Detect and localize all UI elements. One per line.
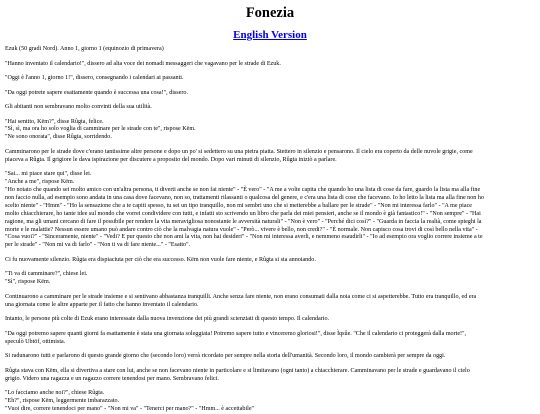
paragraph-line: Intanto, le persone più colte di Ezuk erano interessate dalla nuova invenzione dei più grandi scienziati di questo tempo. Il calendario.: [5, 316, 330, 323]
story-body: [5, 46, 535, 414]
paragraph-line: "Ti va di camminare?", chiese lei.: [5, 271, 88, 278]
paragraph-line: scelto niente" - "Hmm" - "Ho la sensazione che a te capiti spesso, tu sei un tipo tranquillo, non mi sembri uno che si metterebbe a ballare per le strade" - "Non mi interessa farlo" - "A me piace: [5, 202, 472, 209]
paragraph-line: piaceva a Rûgta. Il grigiore le dava ispirazione per discutere a proposito del mondo. Dopo vari minuti di silenzio, Rûgta iniziò a parlare.: [5, 156, 337, 163]
story-paragraph: [5, 61, 535, 69]
language-switch: [5, 28, 535, 42]
paragraph-line: Ci fu nuovamente silenzio. Rûgta era dispiaciuta per ciò che era successo. Këm non vuole fare niente, e Rûgta si sta annoiando.: [5, 256, 316, 263]
story-paragraph: [5, 331, 535, 347]
story-paragraph: [5, 368, 535, 384]
story-paragraph: [5, 316, 535, 324]
story-paragraph: [5, 104, 535, 112]
story-paragraph: [5, 90, 535, 98]
story-paragraph: [5, 149, 535, 165]
english-version-link[interactable]: English Version: [233, 29, 307, 41]
story-paragraph: [5, 271, 535, 287]
paragraph-line: molto chiacchierare, ho tante idee sul mondo che vorrei condividere con tutti, e infatti sto scrivendo un libro che parla dei miei pensieri, anche se il mondo è già fantastico!" - "Non sempre" - "Hai: [5, 210, 481, 217]
paragraph-line: Ezuk (50 gradi Nord). Anno 1, giorno 1 (equinozio di primavera): [5, 46, 164, 52]
paragraph-line: una giornata come le altre apparte per il fatto che hanno inventato il calendario.: [5, 301, 199, 308]
paragraph-line: Continuarono a camminare per le strade insieme e si sentivano abbastanza tranquilli. Anche senza fare niente, non erano consumati dalla noia come ci si aspetterebbe. Tutto era tranquillo, ed era: [5, 293, 477, 300]
paragraph-line: "Sì", rispose Këm.: [5, 279, 51, 286]
story-paragraph: [5, 294, 535, 310]
paragraph-line: "Anche a me", rispose Këm.: [5, 179, 75, 186]
paragraph-line: "Sai... mi piace stare qui", disse lei.: [5, 171, 92, 178]
paragraph-line: "Lo facciamo anche noi?", chiese Rûgta.: [5, 390, 105, 396]
paragraph-line: Camminarono per le strade dove c'erano tantissime altre persone e dopo un po' si sedettero su una pietra piatta. Stettero in silenzio e pensarono. Il cielo era coperto da delle nuvole grigie, come: [5, 148, 473, 155]
story-paragraph: [5, 353, 535, 361]
paragraph-line: "Da oggi potrete sapere esattamente quando è successa una cosa!", dissero.: [5, 89, 188, 96]
paragraph-line: non faccio nulla, ad esempio sono andata in una casa dove facevano, non so, trattamenti rilassanti o qualcosa del genere, e c'era una lista di cose che facevano. Io ho letto la lista ma alla fine non ho: [5, 194, 484, 201]
paragraph-line: speculò Ubtöf, ottimista.: [5, 338, 66, 345]
paragraph-line: "Da oggi potremo sapere quanti giorni fa esattamente è stata una giornata soleggiata! Potremo sapere tutto e vinceremo gloriosi!", disse Ìqsûe. "Che il calendario ci proteggerà dalla morte!",: [5, 330, 467, 337]
paragraph-line: "Oggi è l'anno 1, giorno 1!", dissero, consegnando i calendari ai passanti.: [5, 75, 184, 81]
paragraph-line: "Vuoi dire, correre tenendoci per mano" - "Non mi va" - "Tenerci per mano?" - "Hmm... è accettabile": [5, 405, 255, 412]
paragraph-line: grigio. Videro una ragazza e un ragazzo correre tenendosi per mano. Sembravano felici.: [5, 375, 219, 382]
paragraph-line: ragione, ma gli umani cercano di fare il possibile per rendere la vita meravigliosa nonostante le avversità naturali" - "Non è vero" - "Perché dici così?" - "Guarda in faccia la realtà, come spieghi la: [5, 218, 482, 225]
paragraph-line: "Hanno inventato il calendario!", dissero ad alta voce dei nomadi messaggeri che vagavano per le strade di Ezuk.: [5, 60, 281, 67]
paragraph-line: "Ho notato che quando sei molto amico con un'altra persona, ti diverti anche se non fai niente" - "È vero" - "A me a volte capita che quando ho una lista di cose da fare, guardo la lista ma alla fine: [5, 187, 481, 194]
story-paragraph: [5, 171, 535, 250]
paragraph-line: "Hai sentito, Këm?", disse Rûgta, felice.: [5, 118, 104, 125]
paragraph-line: Gli abitanti non sembravano molto convinti della sua utilità.: [5, 104, 152, 110]
paragraph-line: "Cosa vuoi?" - "Sinceramente, niente" - "Vedi? E pur questo che non ami la vita, non hai desideri" - "Non mi interessa averli, e nemmeno esaudirli" - "Io ad esempio ora voglio correre insieme a te: [5, 234, 483, 241]
story-paragraph: [5, 390, 535, 414]
story-paragraph: [5, 46, 535, 54]
paragraph-line: morte e le malattie? Nessun essere umano può andare contro ciò che la malvagia natura vuole" - "Però... vivere è bello, non credi?" - "È normale. Non capisco cosa trovi di così bello nella vita" -: [5, 226, 478, 233]
paragraph-line: "Eh?", rispose Këm, leggermente imbarazzato.: [5, 397, 120, 404]
paragraph-line: "Ne sono onorata", disse Rûgta, sorridendo.: [5, 134, 112, 141]
paragraph-line: per le strade" - "Non mi va di farlo" - "Non ti va di fare niente..." - "Esatto".: [5, 242, 191, 249]
story-paragraph: [5, 75, 535, 83]
story-paragraph: [5, 119, 535, 143]
page-title: Fonezia: [245, 5, 295, 21]
paragraph-line: "Sì, sì, ma ora ho solo voglia di camminare per le strade con te", rispose Këm.: [5, 126, 196, 133]
story-paragraph: [5, 257, 535, 265]
paragraph-line: Si radunarono tutti e parlarono di questo grande giorno che (secondo loro) verrà ricordato per sempre nella storia dell'umanità. Secondo loro, il mondo cambierà per sempre da oggi.: [5, 353, 446, 360]
paragraph-line: Rûgta stava con Këm, ella si divertiva a stare con lui, anche se non facevano niente in particolare e si limitavano (ogni tanto) a chiacchierare. Camminavano per le strade e guardavano il cielo: [5, 367, 470, 374]
